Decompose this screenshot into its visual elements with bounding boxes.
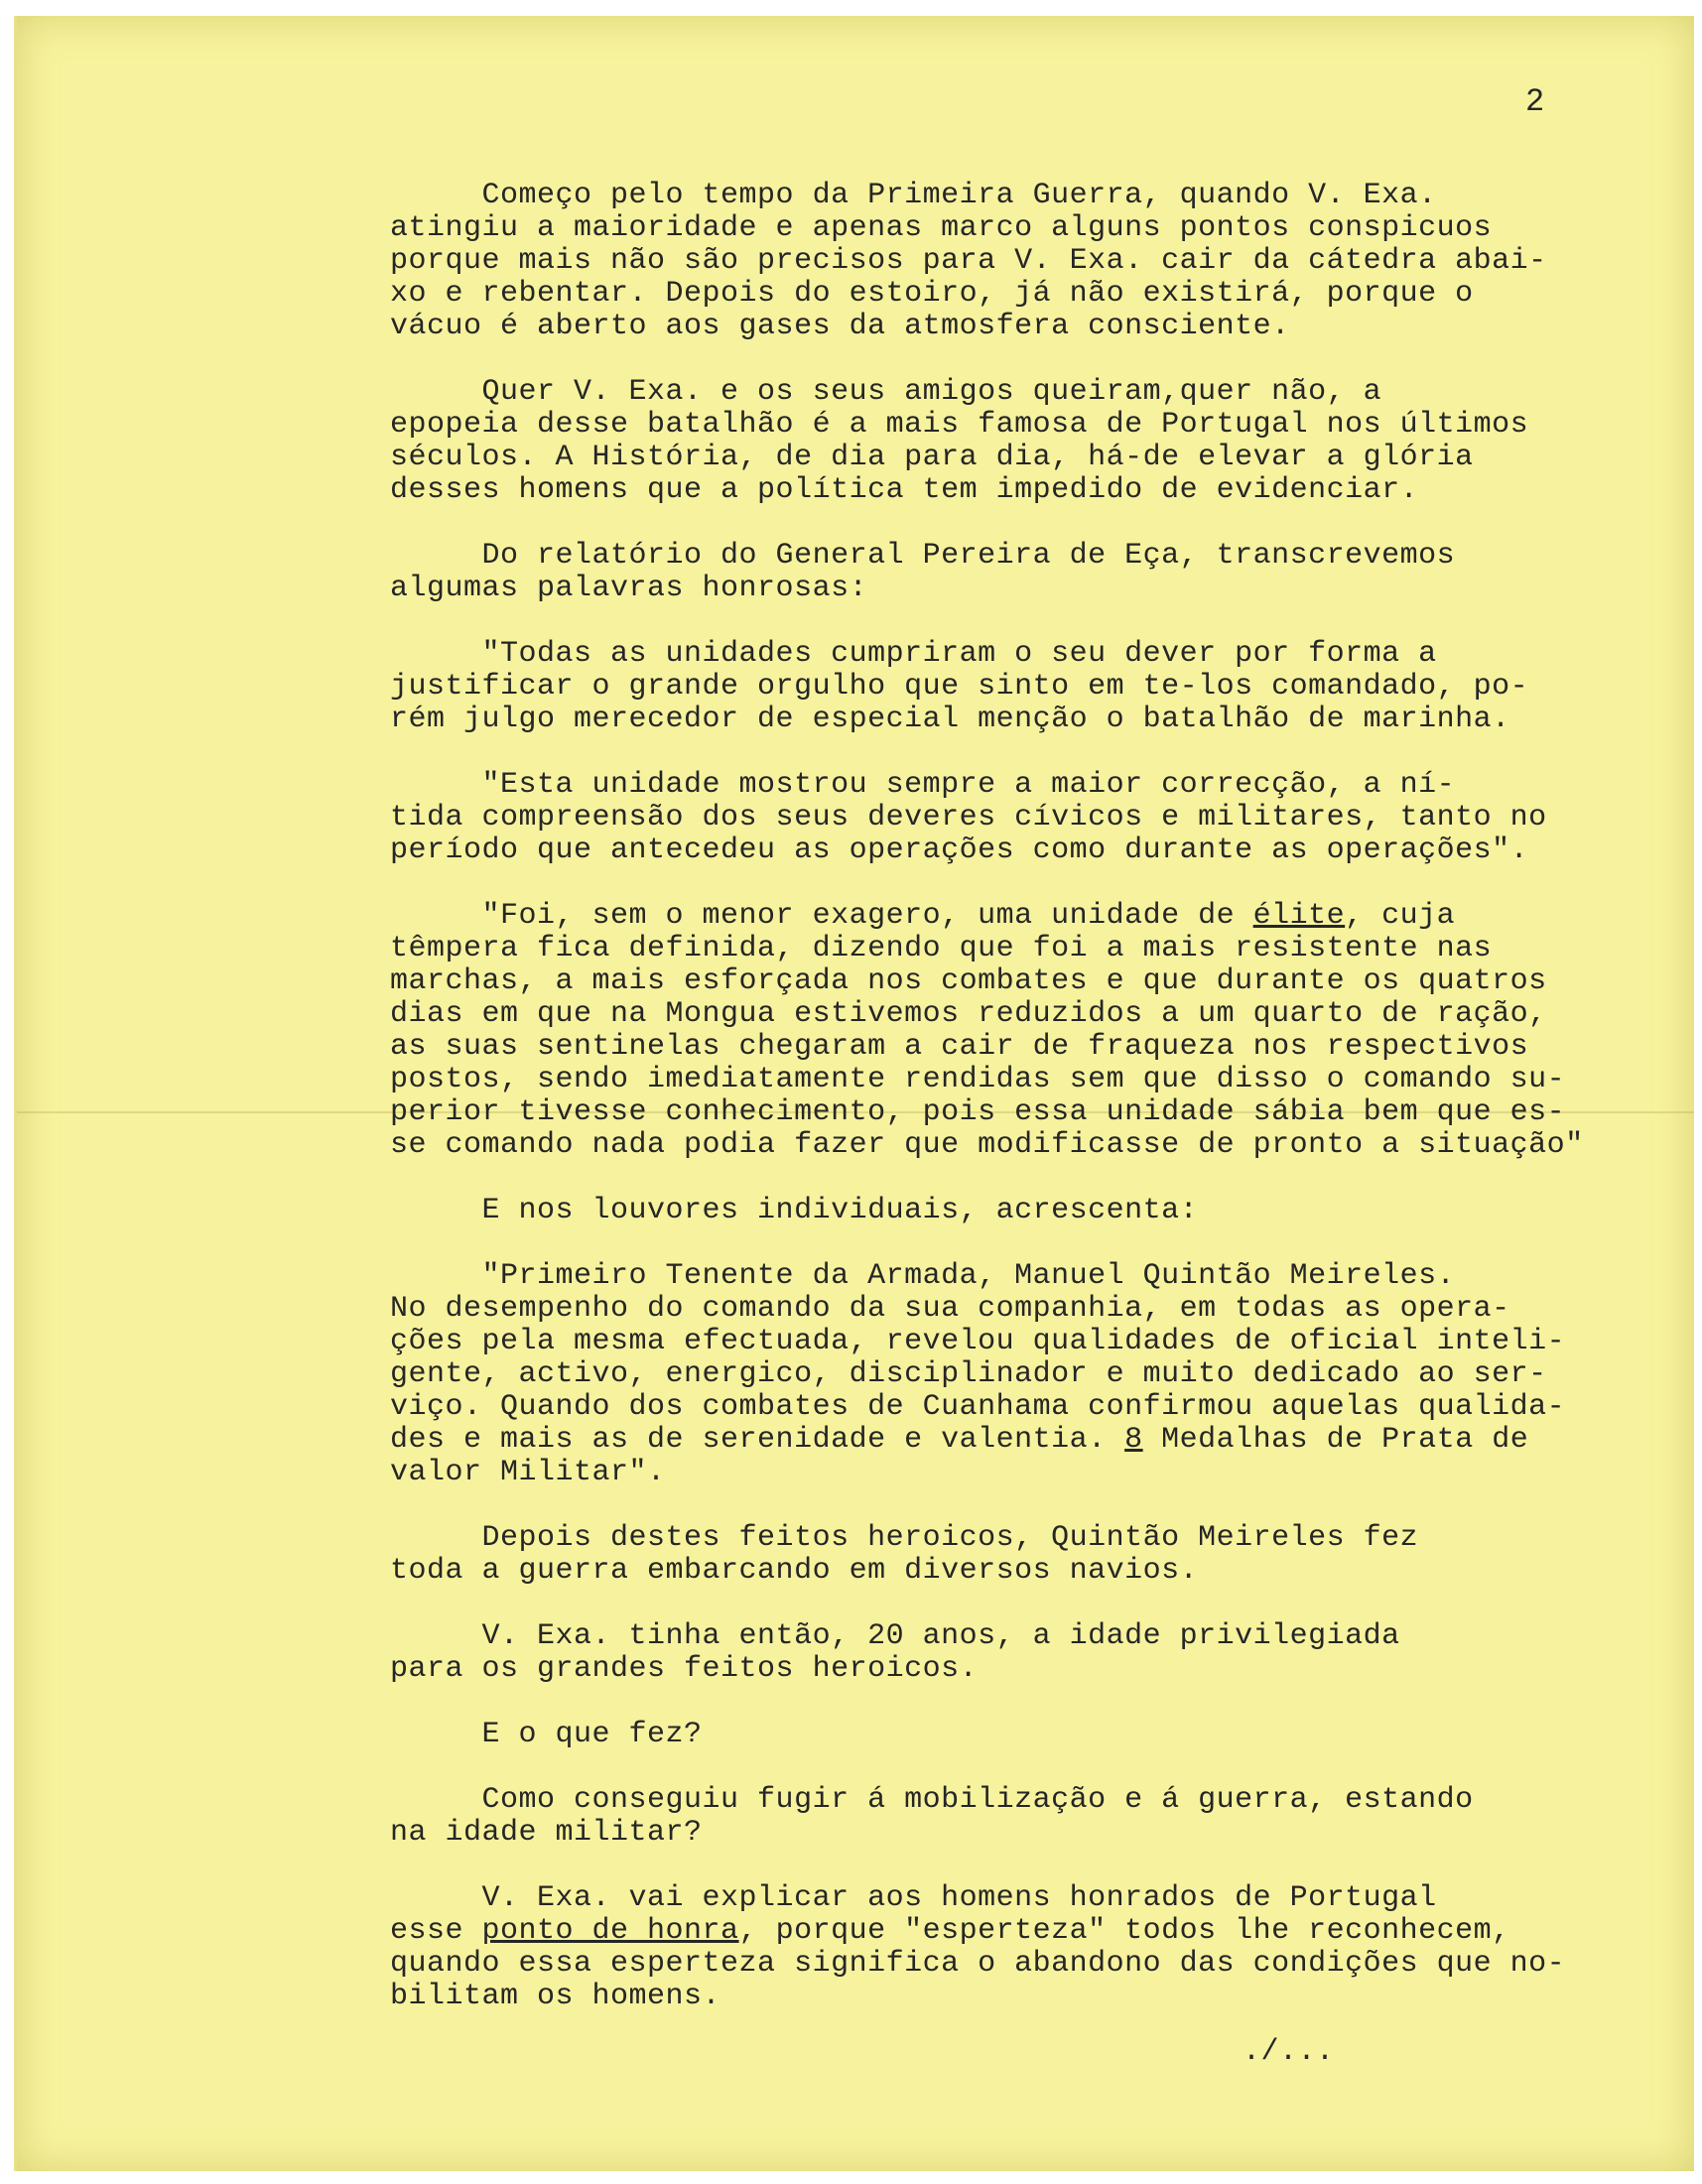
text-segment: , porque "esperteza" todos lhe reconhecem, xyxy=(738,1914,1510,1948)
text-line: ções pela mesma efectuada, revelou qualidades de oficial inteli- xyxy=(390,1325,1566,1358)
text-line: Como conseguiu fugir á mobilização e á guerra, estando xyxy=(390,1783,1474,1817)
text-line: perior tivesse conhecimento, pois essa unidade sábia bem que es- xyxy=(390,1095,1566,1129)
text-line: porque mais não são precisos para V. Exa. cair da cátedra abai- xyxy=(390,244,1547,278)
underlined-number: 8 xyxy=(1124,1423,1143,1457)
text-line: na idade militar? xyxy=(390,1816,703,1850)
text-line: período que antecedeu as operações como durante as operações". xyxy=(390,834,1529,867)
paragraph-10 xyxy=(390,1620,1680,1686)
paragraph-13 xyxy=(390,1882,1680,2013)
text-line: gente, activo, energico, disciplinador e muito dedicado ao ser- xyxy=(390,1357,1547,1391)
text-line: Do relatório do General Pereira de Eça, transcrevemos xyxy=(390,539,1456,573)
paragraph-2 xyxy=(390,376,1680,507)
text-line: V. Exa. vai explicar aos homens honrados de Portugal xyxy=(390,1881,1437,1915)
text-line: E nos louvores individuais, acrescenta: xyxy=(390,1194,1199,1227)
letter-body xyxy=(390,180,1680,2013)
text-segment: esse xyxy=(390,1914,482,1948)
typewritten-page xyxy=(14,16,1694,2171)
text-line: as suas sentinelas chegaram a cair de fraqueza nos respectivos xyxy=(390,1030,1529,1064)
text-line: tida compreensão dos seus deveres cívicos e militares, tanto no xyxy=(390,801,1547,835)
text-line: marchas, a mais esforçada nos combates e que durante os quatros xyxy=(390,964,1547,998)
text-line: dias em que na Mongua estivemos reduzidos a um quarto de ração, xyxy=(390,997,1547,1031)
text-line: justificar o grande orgulho que sinto em te-los comandado, po- xyxy=(390,670,1529,704)
text-segment: , cuja xyxy=(1345,899,1456,933)
text-line: viço. Quando dos combates de Cuanhama confirmou aquelas qualida- xyxy=(390,1390,1566,1424)
quote-paragraph-4 xyxy=(390,1260,1680,1489)
text-line: algumas palavras honrosas: xyxy=(390,572,868,605)
paragraph-7 xyxy=(390,1195,1680,1227)
text-line: quando essa esperteza significa o abandono das condições que no- xyxy=(390,1947,1566,1981)
text-line: vácuo é aberto aos gases da atmosfera consciente. xyxy=(390,310,1290,343)
text-line: xo e rebentar. Depois do estoiro, já não existirá, porque o xyxy=(390,277,1474,311)
text-line: atingiu a maioridade e apenas marco alguns pontos conspicuos xyxy=(390,211,1493,245)
text-line: epopeia desse batalhão é a mais famosa de Portugal nos últimos xyxy=(390,408,1529,442)
quote-paragraph-2 xyxy=(390,769,1680,867)
text-segment: "Foi, sem o menor exagero, uma unidade de xyxy=(390,899,1253,933)
text-segment: Medalhas de Prata de xyxy=(1142,1423,1529,1457)
text-line xyxy=(390,900,1680,933)
text-line: "Todas as unidades cumpriram o seu dever por forma a xyxy=(390,637,1437,671)
text-line: "Esta unidade mostrou sempre a maior correcção, a ní- xyxy=(390,768,1456,802)
text-line: se comando nada podia fazer que modificasse de pronto a situação" xyxy=(390,1128,1584,1162)
text-line: V. Exa. tinha então, 20 anos, a idade privilegiada xyxy=(390,1619,1400,1653)
paragraph-3 xyxy=(390,540,1680,605)
text-line: E o que fez? xyxy=(390,1718,703,1751)
text-line: "Primeiro Tenente da Armada, Manuel Quintão Meireles. xyxy=(390,1259,1456,1293)
underlined-word: élite xyxy=(1252,899,1346,933)
text-line: Quer V. Exa. e os seus amigos queiram,quer não, a xyxy=(390,375,1382,409)
text-line: Depois destes feitos heroicos, Quintão Meireles fez xyxy=(390,1521,1419,1555)
quote-paragraph-3 xyxy=(390,900,1680,1162)
text-line: bilitam os homens. xyxy=(390,1980,721,2013)
page-number: 2 xyxy=(1525,83,1545,120)
text-line: No desempenho do comando da sua companhia, em todas as opera- xyxy=(390,1292,1510,1326)
quote-paragraph-1 xyxy=(390,638,1680,736)
text-line xyxy=(390,1915,1680,1948)
text-line: rém julgo merecedor de especial menção o batalhão de marinha. xyxy=(390,703,1510,736)
text-segment: des e mais as de serenidade e valentia. xyxy=(390,1423,1125,1457)
text-line xyxy=(390,1424,1680,1457)
underlined-phrase: ponto de honra xyxy=(481,1914,739,1948)
text-line: toda a guerra embarcando em diversos navios. xyxy=(390,1554,1199,1588)
paragraph-9 xyxy=(390,1522,1680,1588)
paragraph-11 xyxy=(390,1719,1680,1751)
text-line: desses homens que a política tem impedido de evidenciar. xyxy=(390,473,1419,507)
continuation-mark: ./... xyxy=(1243,2035,1335,2069)
text-line: para os grandes feitos heroicos. xyxy=(390,1652,979,1686)
text-line: Começo pelo tempo da Primeira Guerra, quando V. Exa. xyxy=(390,179,1437,212)
text-line: têmpera fica definida, dizendo que foi a mais resistente nas xyxy=(390,932,1493,965)
paragraph-12 xyxy=(390,1784,1680,1850)
text-line: valor Militar". xyxy=(390,1456,666,1489)
text-line: séculos. A História, de dia para dia, há-de elevar a glória xyxy=(390,441,1474,474)
paragraph-1 xyxy=(390,180,1680,343)
text-line: postos, sendo imediatamente rendidas sem que disso o comando su- xyxy=(390,1063,1566,1096)
